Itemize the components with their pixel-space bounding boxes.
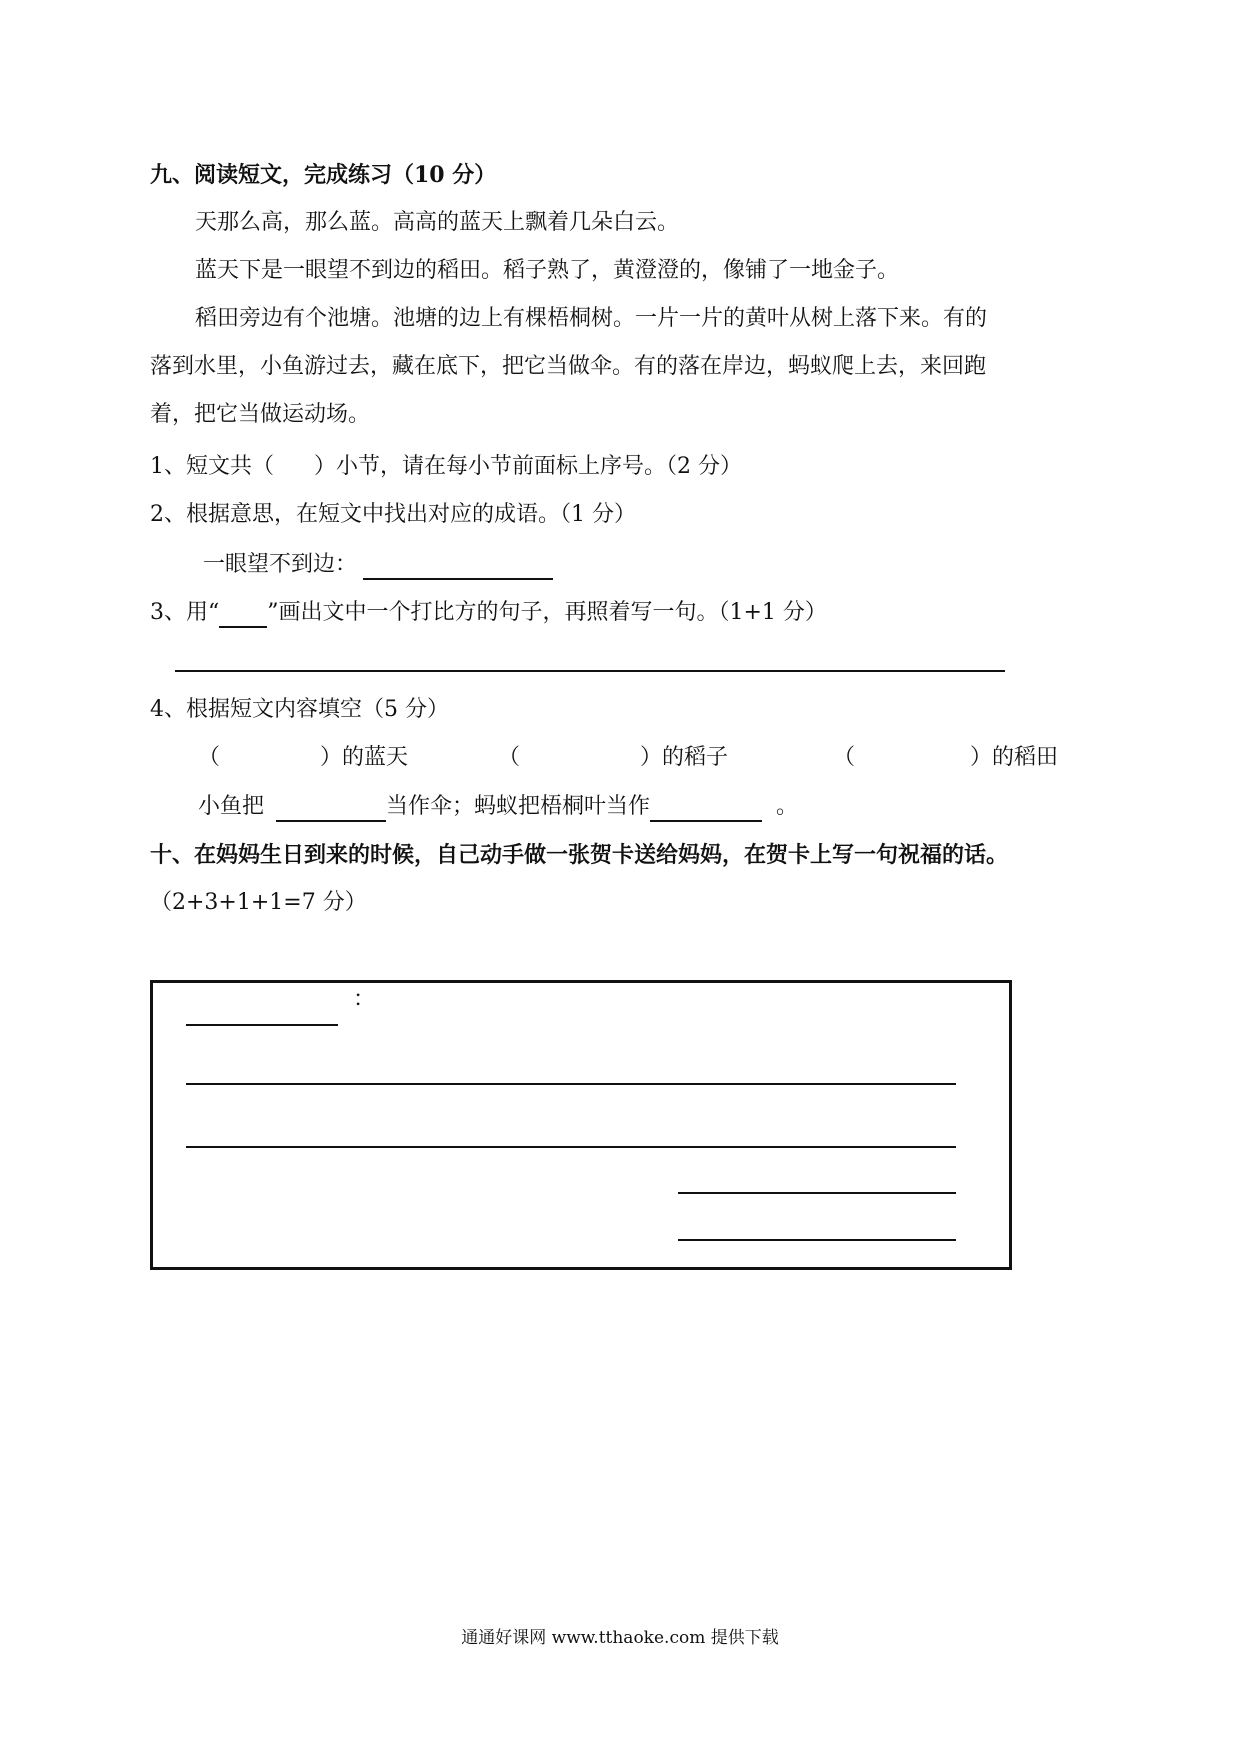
question-4-line2 — [198, 792, 798, 822]
passage-paragraph-3-line3: 着，把它当做运动场。 — [150, 402, 371, 427]
section10-score: （2+3+1+1=7 分） — [150, 890, 367, 915]
card-message-line-2[interactable] — [186, 1146, 956, 1148]
greeting-card-box — [150, 980, 1012, 1270]
question-2: 2、根据意思，在短文中找出对应的成语。（1 分） — [150, 502, 636, 527]
card-colon: ： — [353, 987, 376, 1012]
ant-blank[interactable] — [650, 798, 762, 822]
fill-blue-sky: ）的蓝天 — [320, 745, 409, 770]
question-3-answer-line[interactable] — [175, 670, 1005, 672]
question-3-part2: ”画出文中一个打比方的句子，再照着写一句。（1+1 分） — [267, 600, 827, 625]
fill-rice: ）的稻子 — [640, 745, 729, 770]
fill-rice-field: ）的稻田 — [970, 745, 1059, 770]
fill-open-2: （ — [498, 745, 521, 770]
section10-title: 十、在妈妈生日到来的时候，自己动手做一张贺卡送给妈妈，在贺卡上写一句祝福的话。 — [150, 842, 1009, 868]
fish-blank[interactable] — [276, 798, 386, 822]
fish-text: 小鱼把 — [198, 794, 265, 819]
question-3-part1: 3、用“ — [150, 600, 220, 625]
passage-paragraph-3-line1: 稻田旁边有个池塘。池塘的边上有棵梧桐树。一片一片的黄叶从树上落下来。有的 — [195, 306, 988, 331]
card-recipient-line[interactable] — [186, 1024, 338, 1026]
underline-sample — [219, 604, 267, 628]
question-2-answer-row — [203, 550, 553, 580]
period: 。 — [776, 794, 799, 819]
question-3 — [150, 598, 827, 628]
ant-text: 当作伞；蚂蚁把梧桐叶当作 — [386, 794, 651, 819]
passage-paragraph-3-line2: 落到水里，小鱼游过去，藏在底下，把它当做伞。有的落在岸边，蚂蚁爬上去，来回跑 — [150, 354, 987, 379]
footer-text: 通通好课网 www.tthaoke.com 提供下载 — [461, 1628, 779, 1648]
section9-title: 九、阅读短文，完成练习（10 分） — [150, 162, 497, 188]
passage-paragraph-1: 天那么高，那么蓝。高高的蓝天上飘着几朵白云。 — [195, 210, 680, 235]
fill-open-3: （ — [833, 745, 856, 770]
question-2-prompt: 一眼望不到边： — [203, 552, 358, 577]
card-signature-line[interactable] — [678, 1192, 956, 1194]
passage-paragraph-2: 蓝天下是一眼望不到边的稻田。稻子熟了，黄澄澄的，像铺了一地金子。 — [195, 258, 900, 283]
question-4: 4、根据短文内容填空（5 分） — [150, 697, 449, 722]
question-2-answer-blank[interactable] — [363, 556, 553, 580]
fill-open-1: （ — [198, 745, 221, 770]
question-1-part2: ）小节，请在每小节前面标上序号。（2 分） — [314, 454, 742, 479]
card-date-line[interactable] — [678, 1239, 956, 1241]
question-1-part1: 1、短文共（ — [150, 454, 274, 479]
question-1 — [150, 452, 742, 482]
card-message-line-1[interactable] — [186, 1083, 956, 1085]
